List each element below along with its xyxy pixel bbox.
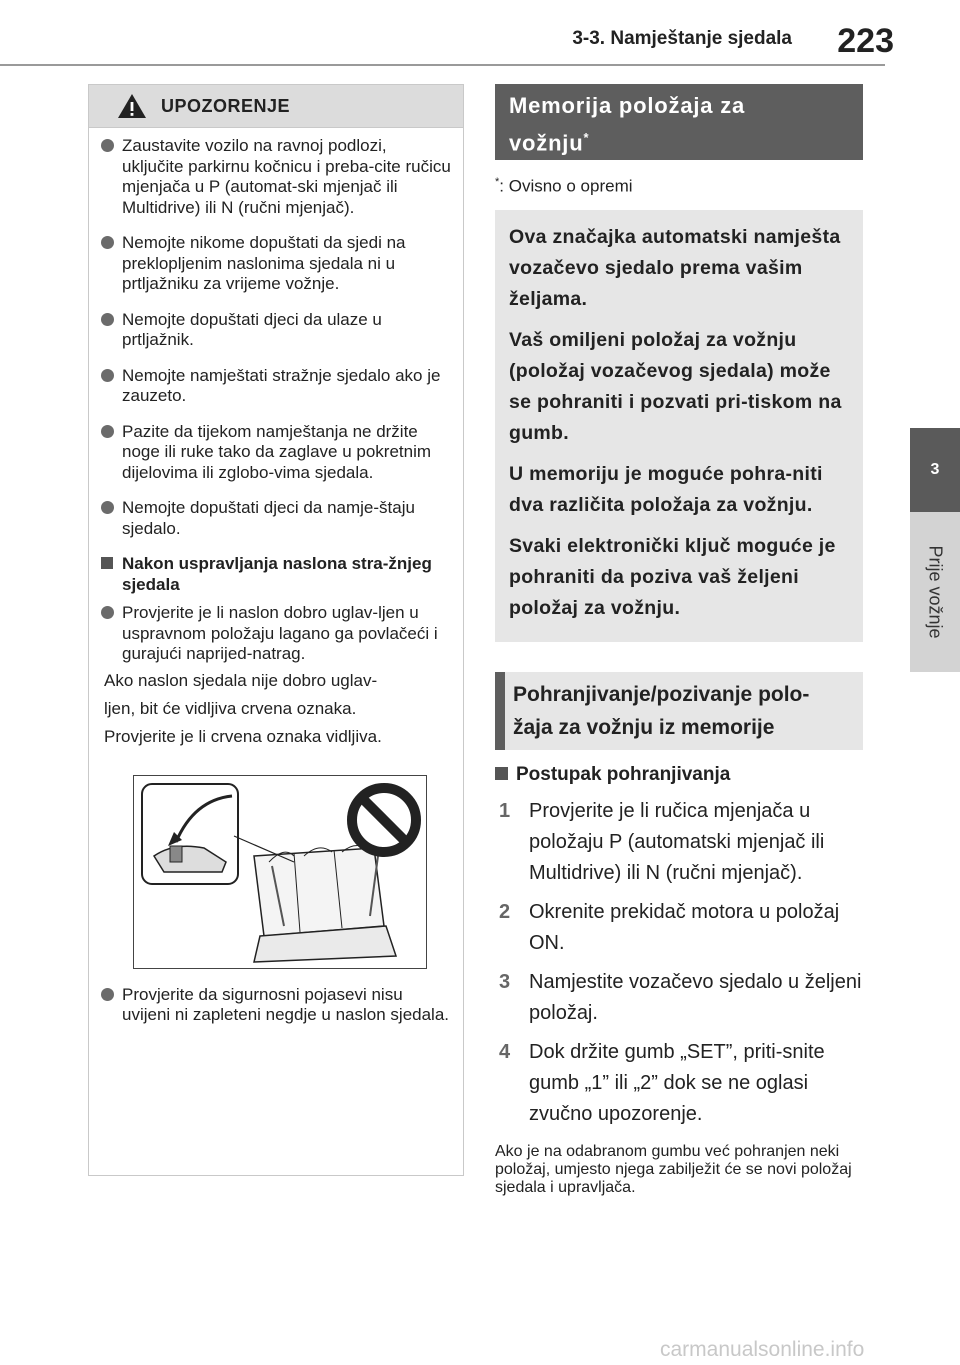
warning-item: Nemojte dopuštati djeci da namje-štaju sjedalo.: [101, 498, 451, 539]
watermark: carmanualsonline.info: [660, 1338, 865, 1361]
warning-item: Provjerite da sigurnosni pojasevi nisu uvijeni ni zapleteni negdje u naslon sjedala.: [101, 985, 451, 1026]
warning-item: Provjerite je li naslon dobro uglav-ljen u uspravnom položaju lagano ga povlačeći i gurajući naprijed-natrag.: [101, 603, 451, 665]
bullet-icon: [101, 501, 114, 514]
warning-box: [88, 84, 464, 1176]
section-title: 3-3. Namještanje sjedala: [572, 28, 792, 49]
rear-seat-drawing: [134, 776, 426, 968]
chapter-label-tab: [910, 512, 960, 672]
warning-title: UPOZORENJE: [161, 95, 291, 116]
warning-paragraph: Ako naslon sjedala nije dobro uglav-: [104, 670, 378, 690]
chapter-number-tab: 3: [910, 428, 960, 512]
step-item: 2 Okrenite prekidač motora u položaj ON.: [499, 901, 840, 954]
procedure-footnote: Ako je na odabranom gumbu već pohranjen neki položaj, umjesto njega zabilježit će se novi položaj sjedala i upravljača.: [495, 1143, 852, 1196]
square-bullet-icon: [495, 767, 508, 780]
step-item: 1 Provjerite je li ručica mjenjača u položaju P (automatski mjenjač ili Multidrive) ili N (ručni mjenjač).: [499, 800, 825, 884]
step-item: 3 Namjestite vozačevo sjedalo u željeni položaj.: [499, 971, 862, 1024]
step-item: 4 Dok držite gumb „SET”, priti-snite gumb „1” ili „2” dok se ne oglasi zvučno upozorenje.: [499, 1041, 825, 1125]
bullet-icon: [101, 606, 114, 619]
option-note: *: Ovisno o opremi: [495, 176, 633, 196]
bullet-icon: [101, 313, 114, 326]
header-divider: [0, 64, 885, 66]
warning-item: Nemojte nikome dopuštati da sjedi na preklopljenim naslonima sjedala ni u prtljažniku za vrijeme vožnje.: [101, 233, 451, 295]
warning-item: Zaustavite vozilo na ravnoj podlozi, uključite parkirnu kočnicu i preba-cite ručicu mjenjača u P (automat-ski mjenjač ili Multidrive) ili N (ručni mjenjač).: [101, 136, 451, 218]
memory-intro-box: [495, 210, 863, 642]
intro-paragraph: U memoriju je moguće pohra-niti dva različita položaja za vožnju.: [509, 463, 823, 516]
intro-paragraph: Svaki elektronički ključ moguće je pohraniti da poziva vaš željeni položaj za vožnju.: [509, 535, 836, 619]
bullet-icon: [101, 236, 114, 249]
warning-item: Nemojte namještati stražnje sjedalo ako je zauzeto.: [101, 366, 451, 407]
warning-item: Nemojte dopuštati djeci da ulaze u prtljažnik.: [101, 310, 451, 351]
procedure-heading: Postupak pohranjivanja: [495, 764, 730, 786]
warning-item: Pazite da tijekom namještanja ne držite noge ili ruke tako da zaglave u pokretnim dijelovima ili zglobo-vima sjedala.: [101, 422, 451, 484]
bullet-icon: [101, 369, 114, 382]
warning-body: [89, 128, 463, 1026]
bullet-icon: [101, 139, 114, 152]
warning-paragraph: ljen, bit će vidljiva crvena oznaka.: [104, 698, 357, 718]
intro-paragraph: Ova značajka automatski namješta vozačevo sjedalo prema vašim željama.: [509, 226, 841, 310]
intro-paragraph: Vaš omiljeni položaj za vožnju (položaj vozačevog sjedala) može se pohraniti i pozvati pri-tiskom na gumb.: [509, 329, 842, 444]
memory-section-title: Memorija položaja za vožnju*: [495, 84, 863, 160]
store-recall-section-title: Pohranjivanje/pozivanje polo- žaja za vožnju iz memorije: [495, 672, 863, 750]
bullet-icon: [101, 988, 114, 1001]
chapter-label: Prije vožnje: [925, 545, 946, 639]
warning-subheading: Nakon uspravljanja naslona stra-žnjeg sjedala: [101, 554, 451, 595]
rear-seat-illustration: [133, 775, 427, 969]
warning-triangle-icon: [117, 93, 147, 119]
warning-paragraph: Provjerite je li crvena oznaka vidljiva.: [104, 726, 382, 746]
bullet-icon: [101, 425, 114, 438]
square-bullet-icon: [101, 557, 113, 569]
warning-header: [89, 85, 463, 128]
page-number: 223: [837, 22, 894, 60]
procedure-steps: [495, 796, 875, 1138]
